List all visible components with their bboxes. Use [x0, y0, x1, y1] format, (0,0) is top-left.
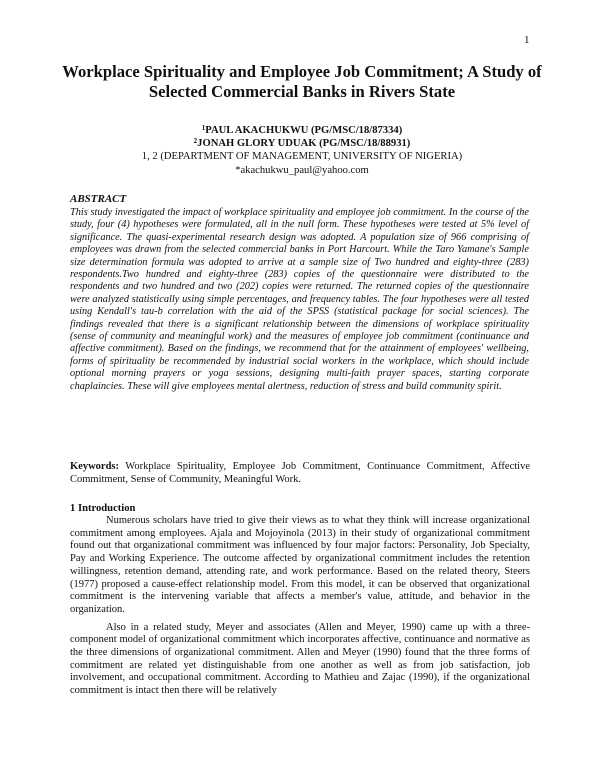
page-number: 1 — [524, 34, 530, 46]
introduction-heading: 1 Introduction — [70, 503, 136, 514]
author-1-superscript: 1 — [201, 124, 206, 132]
abstract-text: This study investigated the impact of workplace spirituality and employee job commitment. In the course of the study, four (4) hypotheses were formulated, all in the null form. These hypotheses were tested at 5% level of significance. The quasi-experimental research design was adopted. A population size of 966 comprising of employees was drawn from the selected commercial banks in Port Harcourt. While the Taro Yamane's Sample size determination formula was adopted to arrive at a sample size of Two hundred and eighty-three (283) respondents.Two hundred and eighty-three (283) copies of the questionnaire were distributed to the respondents and two hundred and two (202) copies were returned. The returned copies of the questionnaire were analyzed statistically using simple percentages, and frequency tables. The four hypotheses were all tested using Kendall's tau-b correlation with the aid of the SPSS (statistical package for social sciences). The findings revealed that there is a significant relationship between the dimensions of workplace spirituality (sense of community and meaningful work) and the measures of employee job commitment (continuance and affective commitment). Based on the findings, we recommend that for the attainment of employees' wellbeing, forms of spirituality be recommended by industrial social workers in the workplace, which should include optional morning prayers or yoga sessions, designing multi-faith prayer spaces, starting corporate chaplaincies. These will give employees mental alertness, reduction of stress and build community spirit. — [70, 207, 529, 392]
keywords-label: Keywords: — [70, 461, 119, 472]
author-2-superscript: 2 — [193, 137, 198, 146]
paper-title: Workplace Spirituality and Employee Job Commitment; A Study of Selected Commercial Banks in Rivers State — [62, 62, 542, 101]
author-1-name: PAUL AKACHUKWU (PG/MSC/18/87334) — [205, 125, 403, 136]
author-email: *akachukwu_paul@yahoo.com — [235, 164, 369, 176]
introduction-paragraph-2: Also in a related study, Meyer and associates (Allen and Meyer, 1990) came up with a three-component model of organizational commitment which incorporates affective, continuance and normative as the three dimensions of organizational commitment. Allen and Meyer (1990) found that the three forms of commitment are related yet distinguishable from one another as well as from job satisfaction, job involvement, and occupational commitment. According to Mathieu and Zajac (1990), if the organizational commitment is intact then there will be relatively — [70, 621, 530, 697]
author-block — [60, 124, 544, 177]
abstract-heading: ABSTRACT — [70, 193, 127, 205]
author-2-name: JONAH GLORY UDUAK (PG/MSC/18/88931) — [197, 138, 411, 150]
author-line-1 — [60, 124, 544, 137]
keywords-text: Workplace Spirituality, Employee Job Commitment, Continuance Commitment, Affective Commitment, Sense of Community, Meaningful Work. — [70, 461, 530, 485]
introduction-paragraph-1: Numerous scholars have tried to give their views as to what they think will increase organizational commitment among employees. Ajala and Mojoyinola (2013) in their study of organizational commitment found out that organizational commitment was influenced by four major factors: Personality, Job Specialty, Pay and Working Experience. The outcome affected by organizational commitment includes the retention willingness, retention demand, attending rate, and work performance. Based on the related theory, Steers (1977) proposed a cause-effect relationship model. From this model, it can be observed that organizational commitment is the intervening variable that affects a member's value, attitude, and behavior in the organization. — [70, 515, 530, 615]
keywords — [70, 460, 530, 486]
introduction-body — [70, 515, 530, 703]
affiliation: 1, 2 (DEPARTMENT OF MANAGEMENT, UNIVERSITY OF NIGERIA) — [141, 151, 463, 163]
author-line-2 — [60, 137, 544, 150]
